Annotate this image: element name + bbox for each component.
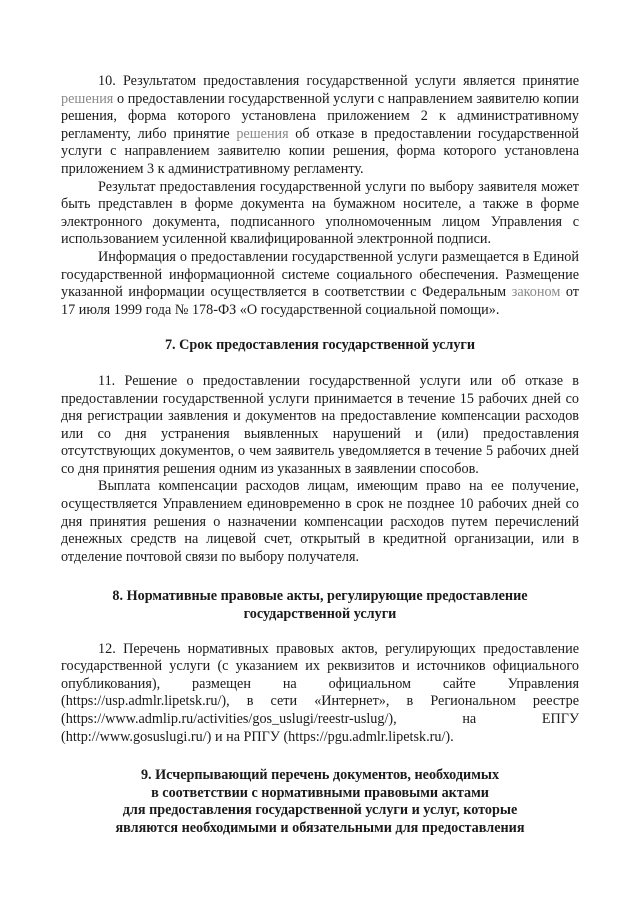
section-9-heading-line-2: в соответствии с нормативными правовыми актами (151, 784, 489, 801)
decision-link-2: решения (236, 125, 289, 142)
section-9-heading-line-1: 9. Исчерпывающий перечень документов, необходимых (140, 767, 500, 784)
paragraph-11-payment: Выплата компенсации расходов лицам, имеющим право на ее получение, осуществляется Управлением единовременно в срок не позднее 10 рабочих дней со дня принятия решения о назначении компенсации расходов путем перечислений денежных средств на лицевой счет, открытый в кредитной организации, или в отделение почтовой связи по выбору получателя. (61, 478, 579, 565)
document-body (61, 73, 579, 838)
paragraph-12-tail: (http://www.gosuslugi.ru/) и на РПГУ (https://pgu.admlr.lipetsk.ru/). (61, 728, 454, 745)
section-8-heading-line-1: 8. Нормативные правовые акты, регулирующие предоставление (112, 588, 528, 605)
section-9-heading-line-3: для предоставления государственной услуги и услуг, которые (122, 802, 518, 819)
paragraph-12: 12. Перечень нормативных правовых актов, регулирующих предоставление государственной услуги (с указанием их реквизитов и источников официального опубликования), размещен на официальном сайте Управления (https://usp.admlr.lipetsk.ru/), в сети «Интернет», в Региональном реестре (https://www.admlip.ru/activities/gos_uslugi/reestr-uslug/), на ЕПГУ (61, 640, 579, 727)
law-link: законом (511, 284, 561, 301)
decision-link: решения (61, 90, 114, 107)
section-9-heading (61, 767, 579, 837)
paragraph-10-result: Результат предоставления государственной услуги по выбору заявителя может быть представлен в форме документа на бумажном носителе, а также в форме электронного документа, подписанного уполномоченным лицом Управления с использованием усиленной квалифицированной электронной подписи. (61, 178, 579, 248)
paragraph-10-info-text-b: от 17 июля 1999 года № 178-ФЗ «О государственной социальной помощи». (61, 284, 579, 318)
paragraph-10 (61, 73, 579, 179)
paragraph-10-text-a: 10. Результатом предоставления государственной услуги является принятие (98, 73, 579, 89)
paragraph-10-info (61, 249, 579, 319)
paragraph-10-info-text-a: Информация о предоставлении государственной услуги размещается в Единой государственной информационной системе социального обеспечения. Размещение указанной информации осуществляется в соответствии с Федеральным (61, 248, 579, 301)
paragraph-10-text-b: о предоставлении государственной услуги с направлением заявителю копии решения, форма которого установлена приложением 2 к административному регламенту, либо принятие (61, 90, 579, 142)
paragraph-11: 11. Решение о предоставлении государственной услуги или об отказе в предоставлении государственной услуги принимается в течение 15 рабочих дней со дня регистрации заявления и документов на предоставление компенсации расходов или со дня устранения выявленных нарушений и (или) предоставления отсутствующих документов, о чем заявитель уведомляется в течение 5 рабочих дней со дня принятия решения одним из указанных в заявлении способов. (61, 372, 579, 477)
paragraph-10-text-c: об отказе в предоставлении государственной услуги с направлением заявителю копии решения, форма которого установлена приложением 3 к административному регламенту. (61, 125, 580, 177)
section-8-heading (61, 588, 579, 623)
section-8-heading-line-2: государственной услуги (243, 606, 397, 623)
section-9-heading-line-4: являются необходимыми и обязательными для предоставления (115, 819, 525, 836)
section-7-heading: 7. Срок предоставления государственной услуги (164, 337, 476, 354)
